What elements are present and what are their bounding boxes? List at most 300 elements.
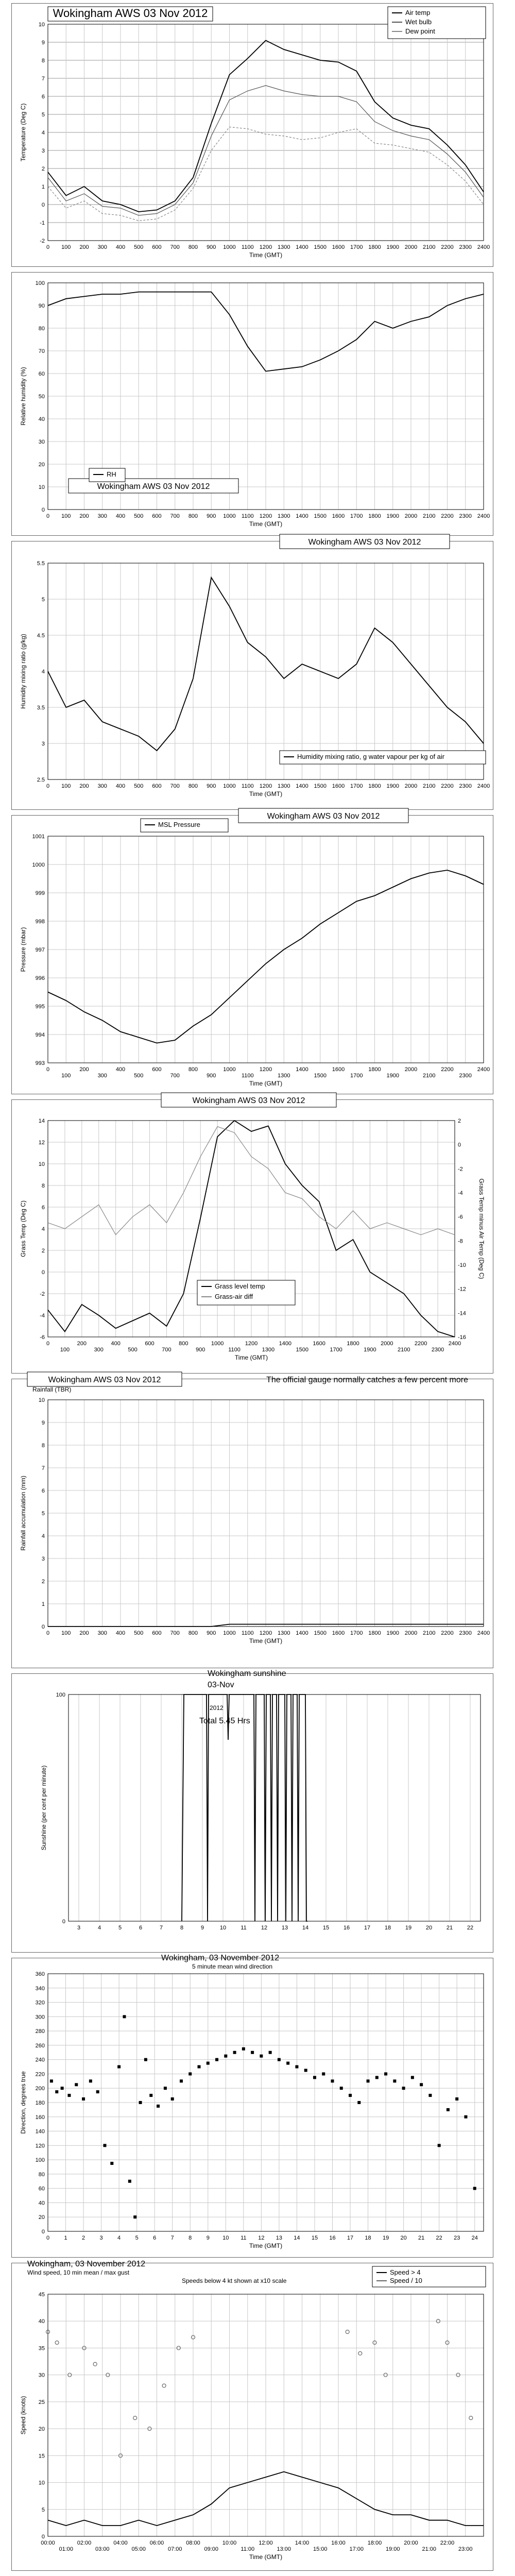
x-tick-label: 03:00: [95, 2546, 110, 2552]
wind-direction-chart-panel: [11, 1954, 493, 2258]
x-tick-label: 1100: [228, 1347, 241, 1353]
data-point: [340, 2087, 343, 2090]
y-tick-label: 20: [38, 462, 45, 468]
data-point: [144, 2058, 147, 2061]
x-tick-label: 1000: [223, 1066, 236, 1073]
data-point: [133, 2416, 137, 2420]
x-tick-label: 700: [170, 244, 180, 250]
x-tick-label: 1900: [386, 1073, 399, 1079]
y-tick-label: 30: [38, 439, 45, 445]
x-tick-label: 15: [322, 1925, 330, 1931]
data-point: [295, 2065, 298, 2069]
y-tick-label: 999: [35, 890, 45, 896]
data-point: [61, 2087, 64, 2090]
data-point: [242, 2047, 245, 2050]
x-tick-label: 2200: [441, 1630, 454, 1636]
data-point: [357, 2101, 360, 2104]
x-tick-label: 600: [152, 244, 162, 250]
x-tick-label: 24: [471, 2235, 478, 2241]
x-tick-label: 1700: [330, 1347, 342, 1353]
x-tick-label: 800: [188, 1630, 198, 1636]
x-tick-label: 14: [294, 2235, 300, 2241]
data-point: [207, 2062, 210, 2065]
chart-subtitle: Wind speed, 10 min mean / max gust: [27, 2269, 130, 2276]
data-point: [469, 2416, 473, 2420]
x-tick-label: 900: [207, 783, 216, 789]
x-tick-label: 2300: [459, 783, 472, 789]
x-tick-label: 11: [241, 1925, 247, 1931]
y-tick-label: 80: [38, 2171, 45, 2178]
data-point: [133, 2215, 136, 2218]
legend-label: MSL Pressure: [158, 821, 200, 828]
y-tick-label: 998: [35, 919, 45, 925]
grass-temp-chart-panel: [11, 1096, 493, 1374]
data-point: [82, 2097, 85, 2100]
y-tick-label: 100: [35, 2157, 45, 2164]
data-point: [50, 2079, 53, 2082]
y-tick-label: 4: [41, 1533, 45, 1539]
y-tick-label: 5: [41, 1511, 45, 1517]
x-tick-label: 7: [159, 1925, 163, 1931]
x-tick-label: 1000: [223, 783, 236, 789]
y-tick-label: 8: [41, 58, 45, 64]
x-tick-label: 2100: [423, 783, 436, 789]
data-point: [55, 2090, 58, 2093]
data-point: [96, 2090, 99, 2093]
x-tick-label: 11: [241, 2235, 247, 2241]
y-axis-label: Temperature (Deg C): [20, 103, 27, 162]
y2-axis-label: Grass Temp minus Air Temp (Deg C): [478, 1178, 485, 1279]
x-tick-label: 22: [436, 2235, 442, 2241]
data-point: [375, 2076, 379, 2079]
y-tick-label: 160: [35, 2114, 45, 2121]
x-tick-label: 05:00: [131, 2546, 146, 2552]
data-point: [286, 2062, 289, 2065]
x-tick-label: 1700: [350, 513, 363, 519]
chart-title: Wokingham, 03 November 2012: [161, 1954, 280, 1962]
x-tick-label: 700: [170, 1630, 180, 1636]
legend-label: Dew point: [405, 27, 435, 35]
x-tick-label: 500: [134, 1073, 144, 1079]
y-tick-label: 3: [41, 1556, 45, 1562]
chart-annotation: The official gauge normally catches a few percent more: [266, 1376, 468, 1384]
data-point: [224, 2055, 227, 2058]
data-point: [162, 2384, 166, 2387]
data-point: [128, 2180, 131, 2183]
mixing-ratio-chart-panel: [11, 538, 493, 810]
x-tick-label: 1400: [296, 513, 308, 519]
temperature-chart-panel: [11, 3, 493, 267]
y2-tick-label: 2: [458, 1118, 461, 1124]
x-tick-label: 2100: [423, 513, 436, 519]
y-tick-label: 100: [35, 280, 45, 286]
y2-tick-label: -6: [458, 1214, 463, 1221]
x-tick-label: 400: [115, 244, 126, 250]
x-tick-label: 13: [276, 2235, 283, 2241]
x-tick-label: 300: [94, 1347, 104, 1353]
x-tick-label: 12: [258, 2235, 265, 2241]
y2-tick-label: -2: [458, 1166, 463, 1173]
y-tick-label: 1: [41, 1601, 45, 1607]
chart-title: Wokingham AWS 03 Nov 2012: [48, 1376, 161, 1384]
chart-date: 03-Nov: [208, 1681, 234, 1689]
y-tick-label: 10: [38, 2480, 45, 2486]
x-tick-label: 6: [153, 2235, 157, 2241]
x-tick-label: 1200: [259, 513, 272, 519]
x-tick-label: 500: [134, 513, 144, 519]
y-tick-label: 10: [38, 1161, 45, 1167]
x-tick-label: 8: [188, 2235, 192, 2241]
x-tick-label: 1500: [314, 783, 327, 789]
legend-label: RH: [107, 470, 116, 478]
x-tick-label: 1200: [245, 1341, 258, 1347]
x-tick-label: 2000: [381, 1341, 393, 1347]
legend-box: [388, 7, 486, 39]
x-tick-label: 2400: [477, 244, 490, 250]
x-tick-label: 00:00: [41, 2540, 55, 2546]
x-tick-label: 500: [134, 1630, 144, 1636]
x-tick-label: 400: [115, 783, 126, 789]
chart-title: Wokingham AWS 03 Nov 2012: [53, 7, 208, 20]
chart-title: Wokingham AWS 03 Nov 2012: [97, 482, 210, 491]
y2-tick-label: -4: [458, 1190, 463, 1196]
x-tick-label: 1900: [386, 1630, 399, 1636]
x-tick-label: 20:00: [404, 2540, 418, 2546]
x-tick-label: 200: [77, 1341, 87, 1347]
x-tick-label: 8: [180, 1925, 184, 1931]
x-tick-label: 1600: [313, 1341, 325, 1347]
y-tick-label: 6: [41, 1205, 45, 1211]
data-point: [411, 2076, 414, 2079]
x-tick-label: 1600: [332, 513, 345, 519]
y-tick-label: 3.5: [37, 705, 45, 711]
y-tick-label: 8: [41, 1443, 45, 1449]
x-tick-label: 14: [302, 1925, 309, 1931]
x-tick-label: 2400: [477, 1066, 490, 1073]
y-tick-label: 5: [41, 597, 45, 603]
y-tick-label: 997: [35, 947, 45, 953]
data-point: [384, 2072, 387, 2075]
x-tick-label: 900: [207, 1073, 216, 1079]
x-tick-label: 10:00: [222, 2540, 237, 2546]
y-tick-label: 9: [41, 40, 45, 46]
x-tick-label: 1400: [279, 1341, 292, 1347]
x-tick-label: 200: [79, 1630, 89, 1636]
x-tick-label: 16: [343, 1925, 350, 1931]
x-tick-label: 400: [115, 1630, 126, 1636]
y-tick-label: 994: [35, 1032, 45, 1038]
x-tick-label: 800: [188, 783, 198, 789]
x-tick-label: 800: [188, 513, 198, 519]
y-tick-label: 220: [35, 2071, 45, 2078]
x-tick-label: 2300: [459, 513, 472, 519]
y-tick-label: 9: [41, 1420, 45, 1426]
x-axis-label: Time (GMT): [234, 1354, 268, 1361]
y2-tick-label: -16: [458, 1334, 466, 1341]
y-tick-label: 4: [41, 1226, 45, 1232]
data-point: [464, 2115, 467, 2119]
x-tick-label: 3: [77, 1925, 81, 1931]
y-axis-label: Humidity mixing ratio (g/kg): [20, 634, 27, 709]
x-tick-label: 04:00: [113, 2540, 128, 2546]
x-tick-label: 900: [196, 1347, 205, 1353]
x-tick-label: 08:00: [186, 2540, 200, 2546]
x-tick-label: 22:00: [440, 2540, 455, 2546]
legend-label: Wet bulb: [405, 18, 432, 26]
y-tick-label: 0: [41, 2534, 45, 2540]
y-tick-label: 4: [41, 130, 45, 136]
legend-label: Grass-air diff: [215, 1293, 253, 1300]
legend-label: Grass level temp: [215, 1282, 265, 1290]
y-tick-label: 2.5: [37, 777, 45, 783]
x-tick-label: 0: [46, 513, 50, 519]
y-tick-label: 1000: [32, 862, 45, 868]
y2-tick-label: -8: [458, 1238, 463, 1245]
x-tick-label: 600: [152, 783, 162, 789]
x-tick-label: 100: [61, 783, 71, 789]
x-tick-label: 2000: [404, 1066, 418, 1073]
x-tick-label: 2300: [431, 1347, 444, 1353]
x-tick-label: 4: [97, 1925, 101, 1931]
y-tick-label: 90: [38, 303, 45, 309]
y-tick-label: -2: [40, 238, 45, 244]
y-tick-label: 993: [35, 1060, 45, 1066]
x-tick-label: 10: [219, 1925, 227, 1931]
x-tick-label: 2300: [459, 1073, 472, 1079]
y-tick-label: -4: [40, 1313, 45, 1319]
x-tick-label: 2100: [423, 244, 436, 250]
chart-title: Wokingham, 03 November 2012: [27, 2260, 146, 2268]
x-tick-label: 1300: [278, 1630, 290, 1636]
data-point: [346, 2330, 349, 2334]
data-point: [171, 2097, 174, 2100]
y-tick-label: 0: [41, 1624, 45, 1630]
x-tick-label: 2: [81, 2235, 85, 2241]
x-tick-label: 600: [152, 1066, 162, 1073]
y-tick-label: 180: [35, 2100, 45, 2106]
x-tick-label: 400: [115, 513, 126, 519]
y-tick-label: 280: [35, 2028, 45, 2035]
x-tick-label: 2200: [441, 513, 454, 519]
x-tick-label: 23: [454, 2235, 460, 2241]
y-axis-label: Direction, degrees true: [20, 2071, 27, 2134]
x-tick-label: 0: [46, 244, 50, 250]
x-tick-label: 1300: [278, 244, 290, 250]
y-tick-label: 30: [38, 2372, 45, 2379]
x-tick-label: 300: [97, 513, 107, 519]
sunshine-chart-panel: [11, 1669, 493, 1953]
pressure-chart-panel: [11, 812, 493, 1094]
x-tick-label: 600: [145, 1341, 154, 1347]
y-tick-label: 20: [38, 2426, 45, 2433]
y-tick-label: 12: [38, 1140, 45, 1146]
x-tick-label: 800: [188, 244, 198, 250]
chart-total: Total 5.45 Hrs: [199, 1717, 250, 1725]
y2-tick-label: -14: [458, 1310, 466, 1317]
x-tick-label: 1800: [347, 1341, 359, 1347]
legend-box: [372, 2266, 486, 2287]
y-tick-label: 0: [62, 1919, 65, 1925]
data-point: [233, 2051, 236, 2054]
x-tick-label: 09:00: [204, 2546, 219, 2552]
x-tick-label: 600: [152, 1630, 162, 1636]
humidity-chart-panel: [11, 272, 493, 536]
x-tick-label: 11:00: [241, 2546, 255, 2552]
chart-subtitle: 5 minute mean wind direction: [192, 1963, 273, 1970]
x-tick-label: 800: [188, 1066, 198, 1073]
x-tick-label: 100: [61, 244, 71, 250]
x-tick-label: 1300: [278, 513, 290, 519]
y-axis-label: Speed (knots): [20, 2396, 27, 2435]
data-point: [331, 2079, 334, 2082]
x-tick-label: 2100: [423, 1073, 436, 1079]
y-tick-label: 2: [41, 1579, 45, 1585]
x-tick-label: 1500: [296, 1347, 308, 1353]
x-tick-label: 2000: [404, 1630, 418, 1636]
y-tick-label: 40: [38, 2318, 45, 2325]
x-tick-label: 20: [425, 1925, 433, 1931]
x-tick-label: 300: [97, 244, 107, 250]
data-point: [455, 2097, 458, 2100]
x-tick-label: 1000: [223, 244, 236, 250]
x-tick-label: 20: [400, 2235, 407, 2241]
x-tick-label: 500: [128, 1347, 138, 1353]
x-tick-label: 12: [261, 1925, 268, 1931]
x-tick-label: 900: [207, 244, 216, 250]
x-tick-label: 1700: [350, 244, 363, 250]
x-tick-label: 22: [467, 1925, 474, 1931]
wind-speed-chart: [12, 2260, 494, 2571]
x-tick-label: 18: [384, 1925, 391, 1931]
x-tick-label: 9: [206, 2235, 210, 2241]
x-tick-label: 9: [200, 1925, 204, 1931]
x-tick-label: 02:00: [77, 2540, 92, 2546]
y-tick-label: 10: [38, 484, 45, 490]
x-tick-label: 400: [115, 1066, 126, 1073]
x-axis-label: Time (GMT): [249, 251, 283, 259]
x-tick-label: 5: [118, 1925, 122, 1931]
x-tick-label: 1000: [211, 1341, 224, 1347]
x-tick-label: 1200: [259, 1066, 272, 1073]
x-tick-label: 12:00: [259, 2540, 273, 2546]
data-point: [278, 2058, 281, 2061]
x-tick-label: 16: [329, 2235, 336, 2241]
x-tick-label: 2300: [459, 1630, 472, 1636]
rainfall-chart-panel: [11, 1376, 493, 1668]
x-tick-label: 1700: [350, 783, 363, 789]
y-tick-label: 14: [38, 1118, 45, 1124]
rainfall-chart: [12, 1376, 494, 1669]
data-point: [117, 2065, 121, 2069]
y-tick-label: 40: [38, 2200, 45, 2207]
x-tick-label: 0: [46, 2235, 50, 2241]
y-tick-label: 15: [38, 2453, 45, 2460]
x-tick-label: 200: [79, 1066, 89, 1073]
data-point: [157, 2105, 160, 2108]
y-tick-label: 996: [35, 975, 45, 981]
y-tick-label: 0: [41, 202, 45, 208]
x-tick-label: 1800: [368, 783, 381, 789]
x-tick-label: 18: [365, 2235, 371, 2241]
y-tick-label: 10: [38, 1397, 45, 1403]
data-point: [55, 2341, 59, 2345]
x-tick-label: 900: [207, 513, 216, 519]
y-tick-label: 995: [35, 1004, 45, 1010]
x-tick-label: 17:00: [349, 2546, 364, 2552]
data-point: [139, 2101, 142, 2104]
y-tick-label: -2: [40, 1291, 45, 1297]
wind-speed-chart-panel: [11, 2260, 493, 2571]
data-point: [313, 2076, 316, 2079]
x-tick-label: 200: [79, 783, 89, 789]
legend-label: Humidity mixing ratio, g water vapour per kg of air: [297, 753, 445, 760]
x-tick-label: 1700: [350, 1073, 363, 1079]
chart-title: Wokingham AWS 03 Nov 2012: [192, 1096, 305, 1105]
x-tick-label: 1: [64, 2235, 67, 2241]
x-axis-label: Time (GMT): [249, 1637, 283, 1645]
x-tick-label: 6: [139, 1925, 143, 1931]
x-tick-label: 500: [134, 244, 144, 250]
x-tick-label: 1100: [241, 783, 254, 789]
series-line: [182, 1694, 307, 1921]
x-tick-label: 300: [97, 1630, 107, 1636]
x-tick-label: 1700: [350, 1630, 363, 1636]
y-tick-label: -1: [40, 220, 45, 226]
x-axis-label: Time (GMT): [249, 790, 283, 798]
y-tick-label: 300: [35, 2014, 45, 2021]
y-tick-label: 1: [41, 184, 45, 190]
y-tick-label: 45: [38, 2292, 45, 2298]
y-axis-label: Grass Temp (Deg C): [20, 1200, 27, 1257]
x-tick-label: 1500: [314, 1073, 327, 1079]
x-tick-label: 0: [46, 1630, 50, 1636]
x-tick-label: 17: [364, 1925, 371, 1931]
x-tick-label: 1900: [364, 1347, 376, 1353]
y-tick-label: 240: [35, 2057, 45, 2063]
x-tick-label: 1400: [296, 783, 308, 789]
x-tick-label: 800: [179, 1341, 188, 1347]
data-point: [447, 2108, 450, 2111]
y-tick-label: 4: [41, 669, 45, 675]
x-tick-label: 300: [97, 1073, 107, 1079]
y-tick-label: 2: [41, 1248, 45, 1254]
y-tick-label: 100: [56, 1692, 65, 1698]
x-tick-label: 100: [61, 1630, 71, 1636]
chart-title: Wokingham AWS 03 Nov 2012: [267, 812, 380, 821]
y-tick-label: 80: [38, 326, 45, 332]
y-tick-label: 60: [38, 371, 45, 377]
x-tick-label: 21:00: [422, 2546, 437, 2552]
y-tick-label: 340: [35, 1985, 45, 1992]
x-tick-label: 200: [79, 513, 89, 519]
x-tick-label: 13: [281, 1925, 288, 1931]
y-tick-label: 5: [41, 112, 45, 118]
x-tick-label: 2200: [441, 783, 454, 789]
y2-tick-label: -10: [458, 1262, 466, 1268]
x-tick-label: 19: [382, 2235, 389, 2241]
data-point: [349, 2094, 352, 2097]
x-tick-label: 1100: [241, 1073, 254, 1079]
y-tick-label: 1001: [32, 834, 45, 840]
legend-label: Speed > 4: [390, 2268, 421, 2276]
x-tick-label: 1100: [241, 244, 254, 250]
chart-subtitle: Rainfall (TBR): [32, 1386, 72, 1393]
x-tick-label: 01:00: [59, 2546, 74, 2552]
grass-temp-chart: [12, 1096, 494, 1374]
x-tick-label: 0: [46, 1066, 50, 1073]
data-point: [110, 2162, 113, 2165]
chart-title: Wokingham sunshine: [208, 1669, 286, 1678]
